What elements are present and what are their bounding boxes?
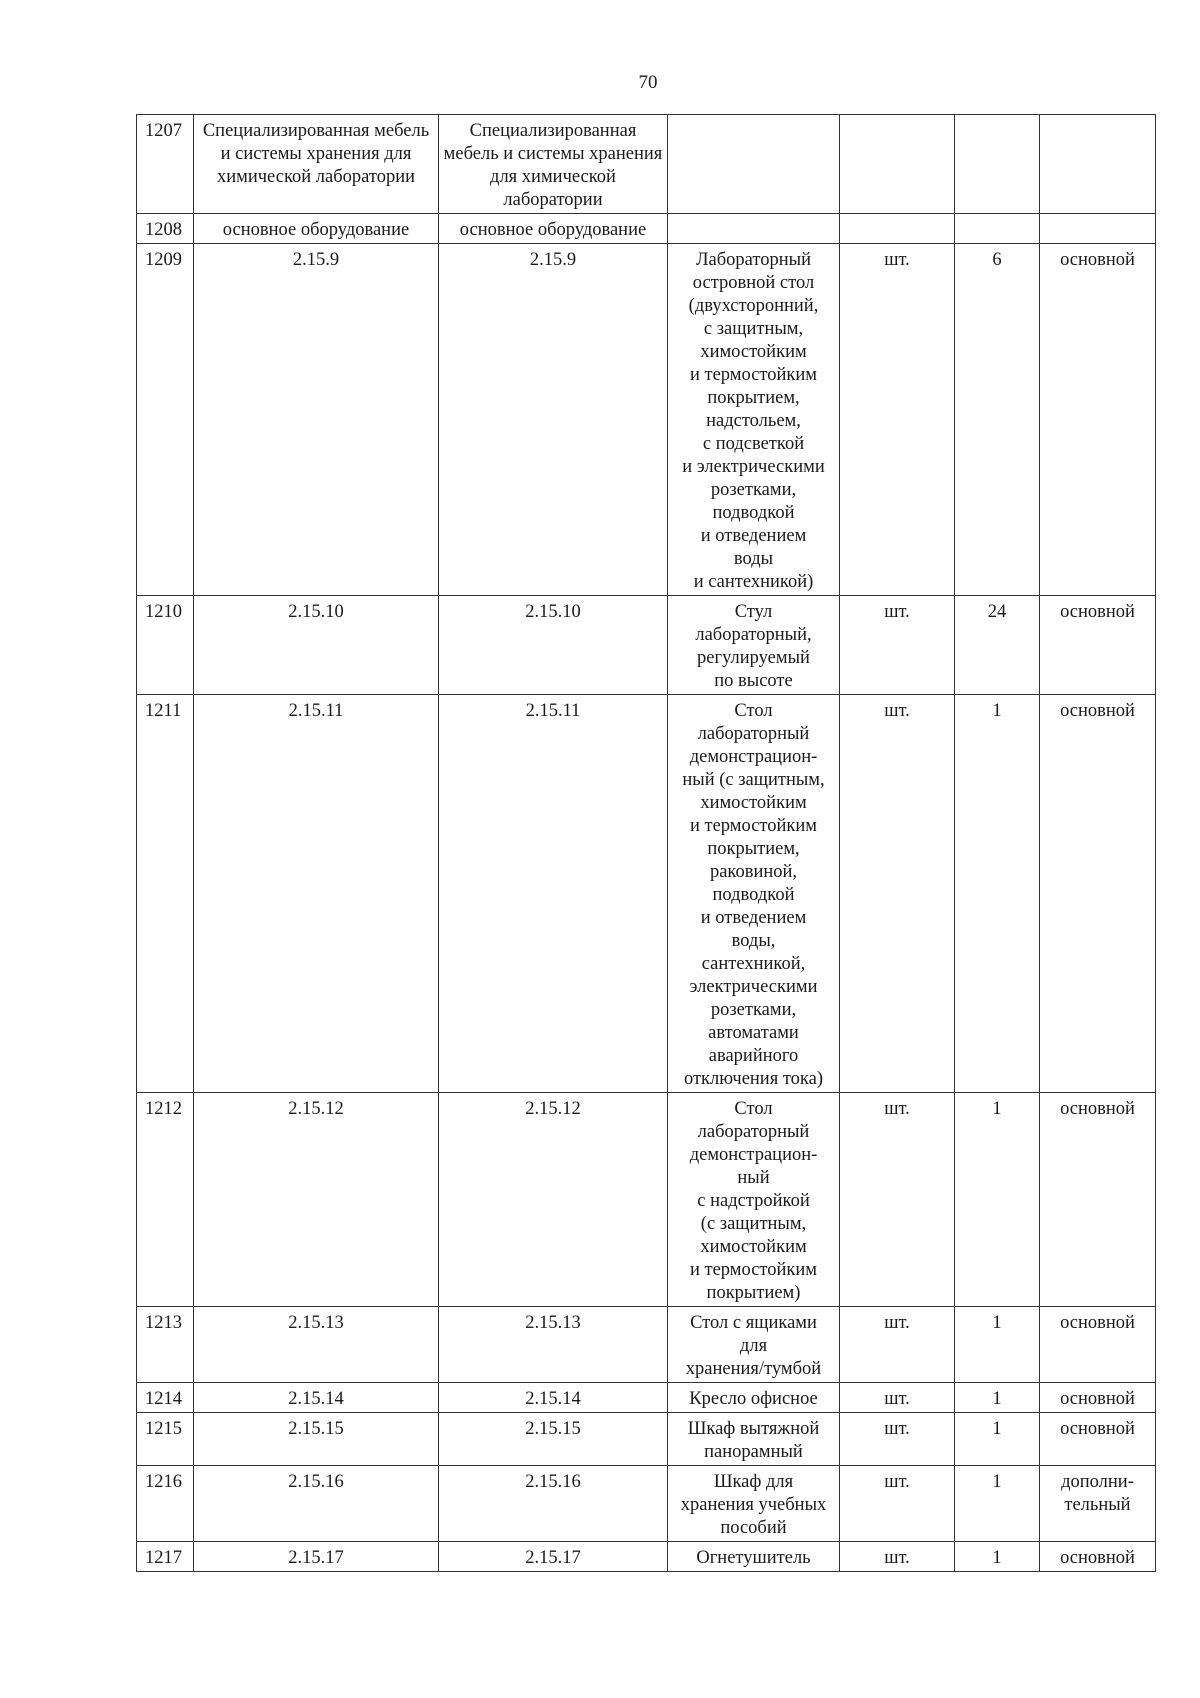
empty-cell [955,115,1040,214]
item-name-cell: Шкаф вытяжной панорамный [668,1413,840,1466]
item-name-cell: Лабораторный островной стол (двухсторонний, с защитным, химостойким и термостойким покрытием, надстольем, с подсветкой и электрическими розетками, подводкой и отведением воды и сантехникой) [668,244,840,596]
page-number: 70 [638,72,658,93]
quantity-cell: 1 [955,695,1040,1093]
equipment-type-cell: основной [1040,244,1156,596]
subsection-cell: основное оборудование [194,214,439,244]
quantity-cell: 1 [955,1413,1040,1466]
table-row [137,1413,1156,1466]
code-cell: 2.15.17 [439,1542,668,1572]
equipment-type-cell: основной [1040,1093,1156,1307]
empty-cell [840,214,955,244]
row-number: 1212 [137,1093,194,1307]
table-row [137,1466,1156,1542]
table-row [137,695,1156,1093]
equipment-type-cell: дополни- тельный [1040,1466,1156,1542]
equipment-type-cell: основной [1040,1413,1156,1466]
row-number: 1213 [137,1307,194,1383]
code-cell: 2.15.11 [439,695,668,1093]
item-name-cell: Огнетушитель [668,1542,840,1572]
unit-cell: шт. [840,1093,955,1307]
unit-cell: шт. [840,1542,955,1572]
equipment-type-cell: основной [1040,596,1156,695]
code-cell: 2.15.15 [439,1413,668,1466]
code-cell: 2.15.16 [194,1466,439,1542]
code-cell: 2.15.12 [439,1093,668,1307]
code-cell: 2.15.16 [439,1466,668,1542]
item-name-cell: Стул лабораторный, регулируемый по высоте [668,596,840,695]
section-title-cell: Специализированная мебель и системы хранения для химической лаборатории [194,115,439,214]
unit-cell: шт. [840,1307,955,1383]
unit-cell: шт. [840,1466,955,1542]
empty-cell [840,115,955,214]
code-cell: 2.15.11 [194,695,439,1093]
item-name-cell: Стол с ящиками для хранения/тумбой [668,1307,840,1383]
unit-cell: шт. [840,596,955,695]
equipment-type-cell: основной [1040,695,1156,1093]
code-cell: 2.15.14 [439,1383,668,1413]
code-cell: 2.15.17 [194,1542,439,1572]
empty-cell [668,214,840,244]
quantity-cell: 1 [955,1466,1040,1542]
code-cell: 2.15.10 [439,596,668,695]
unit-cell: шт. [840,695,955,1093]
equipment-type-cell: основной [1040,1542,1156,1572]
row-number: 1208 [137,214,194,244]
quantity-cell: 24 [955,596,1040,695]
code-cell: 2.15.15 [194,1413,439,1466]
code-cell: 2.15.13 [194,1307,439,1383]
row-number: 1210 [137,596,194,695]
item-name-cell: Стол лабораторный демонстрацион- ный (с защитным, химостойким и термостойким покрытием, раковиной, подводкой и отведением воды, сантехникой, электрическими розетками, автоматами аварийного отключения тока) [668,695,840,1093]
row-number: 1211 [137,695,194,1093]
code-cell: 2.15.9 [439,244,668,596]
row-number: 1214 [137,1383,194,1413]
row-number: 1209 [137,244,194,596]
row-number: 1215 [137,1413,194,1466]
quantity-cell: 1 [955,1307,1040,1383]
code-cell: 2.15.13 [439,1307,668,1383]
item-name-cell: Стол лабораторный демонстрацион- ный с надстройкой (с защитным, химостойким и термостойким покрытием) [668,1093,840,1307]
quantity-cell: 1 [955,1542,1040,1572]
equipment-type-cell: основной [1040,1307,1156,1383]
section-title-cell: Специализированная мебель и системы хранения для химической лаборатории [439,115,668,214]
unit-cell: шт. [840,1383,955,1413]
quantity-cell: 1 [955,1383,1040,1413]
table-row [137,244,1156,596]
table-row [137,1093,1156,1307]
empty-cell [1040,115,1156,214]
code-cell: 2.15.9 [194,244,439,596]
quantity-cell: 1 [955,1093,1040,1307]
unit-cell: шт. [840,244,955,596]
row-number: 1207 [137,115,194,214]
code-cell: 2.15.14 [194,1383,439,1413]
item-name-cell: Шкаф для хранения учебных пособий [668,1466,840,1542]
row-number: 1217 [137,1542,194,1572]
subsection-row [137,214,1156,244]
subsection-cell: основное оборудование [439,214,668,244]
row-number: 1216 [137,1466,194,1542]
quantity-cell: 6 [955,244,1040,596]
equipment-table [136,114,1156,1572]
empty-cell [1040,214,1156,244]
section-title-row [137,115,1156,214]
table-body [137,115,1156,1572]
equipment-type-cell: основной [1040,1383,1156,1413]
item-name-cell: Кресло офисное [668,1383,840,1413]
table-row [137,596,1156,695]
table-row [137,1542,1156,1572]
table-row [137,1307,1156,1383]
empty-cell [955,214,1040,244]
code-cell: 2.15.10 [194,596,439,695]
code-cell: 2.15.12 [194,1093,439,1307]
unit-cell: шт. [840,1413,955,1466]
empty-cell [668,115,840,214]
table-row [137,1383,1156,1413]
